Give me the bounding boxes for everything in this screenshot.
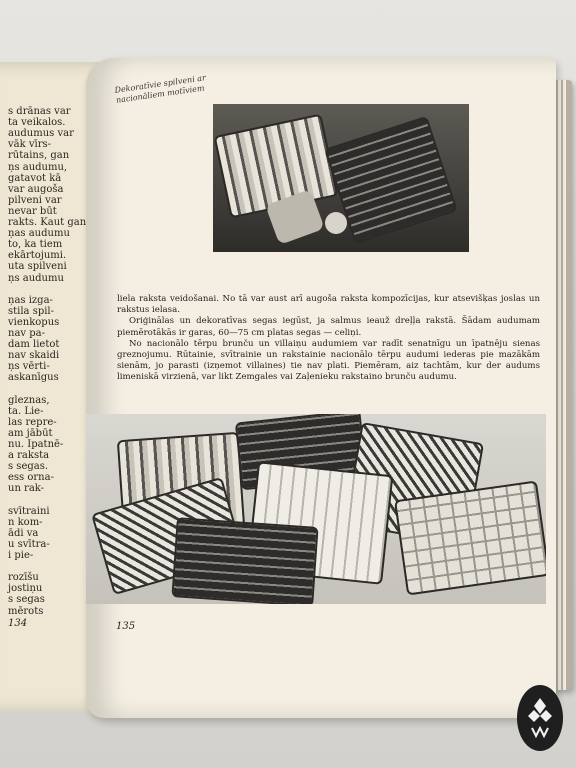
photo-pillows-bottom (86, 414, 546, 604)
left-page-line: vienkopus (8, 316, 60, 328)
yarn-ball (325, 212, 347, 234)
left-page-line: ņas audumu (8, 228, 70, 240)
left-page-line: uta spilveni (8, 261, 67, 273)
left-page-line: ādi va (8, 527, 39, 539)
pillow-patterned-front (171, 517, 318, 604)
left-page-line: audumus var (8, 128, 74, 140)
photo-caption: Dekoratīvie spilveni ar nacionāliem motīviem (114, 73, 207, 105)
left-page-line: s drānas var (8, 106, 71, 117)
right-page-number: 135 (116, 621, 136, 632)
left-page-line: stila spil- (8, 305, 54, 317)
left-page-line: askanīgus (8, 372, 59, 384)
left-page-line: dam lietot (8, 339, 60, 351)
left-page-line: nav skaidi (8, 350, 60, 362)
left-page-line: un rak- (8, 483, 45, 495)
left-page-line: ņas izga- (8, 294, 53, 306)
left-page-line: jostiņu (8, 583, 43, 595)
right-page (86, 58, 556, 718)
left-page-line: ņs audumu, (8, 161, 68, 173)
left-page-line: rozīšu (8, 572, 39, 584)
left-page-line: pilveni var (8, 194, 62, 206)
left-page-line: ņs audumu (8, 272, 64, 284)
ornament-logo-icon (517, 685, 563, 751)
left-page-line: var augoša (8, 183, 64, 195)
left-page-line: rūtains, gan (8, 150, 70, 162)
left-page-line: s segas (8, 594, 45, 606)
pillow-grid-right (394, 480, 546, 595)
left-page-line: ņs vērti- (8, 361, 50, 373)
paragraph-3: No nacionālo tērpu brunču un villaiņu audumiem var radīt senatnīgu un īpatnēju sienas greznojumu. Rūtainie, svītrainie un rakstainie nacionālo tērpu audumi iederas pie mazākām sienām, jo parasti (izņemot villaines) tie nav plati. Piemēram, aiz tachtām, kur der audums limeniskā virzienā, var likt Zemgales vai Zaļenieku rakstaino brunču audumu. (117, 338, 540, 383)
left-page-line: to, ka tiem (8, 239, 63, 251)
left-page-line: gleznas, (8, 394, 50, 406)
body-text (117, 294, 540, 384)
left-page-line: ta veikalos. (8, 117, 66, 129)
paragraph-2: Oriģinālas un dekoratīvas segas iegūst, ja salmus ieauž dreļļa rakstā. Šādam audumam piemērotākās ir garas, 60—75 cm platas segas — celiņi. (117, 316, 540, 338)
left-page-line: s segas. (8, 461, 49, 473)
left-page-line: am jābūt (8, 427, 53, 439)
left-page-line: u svītra- (8, 538, 50, 550)
left-page-line: ess orna- (8, 472, 54, 484)
left-page-number: 134 (8, 618, 28, 629)
left-page-line: gatavot kā (8, 172, 62, 184)
left-page-line: ekārtojumi. (8, 250, 67, 262)
left-page-line: i pie- (8, 550, 34, 561)
photo-pillows-top (213, 104, 469, 252)
left-page-line: rakts. Kaut gan (8, 217, 87, 228)
paragraph-1: liela raksta veidošanai. No tā var aust arī augoša raksta kompozīcijas, kur atsevišķas joslas un rakstus ielasa. (117, 294, 540, 316)
left-page-line: mērots (8, 605, 44, 617)
left-page-line: n kom- (8, 516, 43, 528)
left-page-line: las repre- (8, 416, 57, 428)
left-page-line: svītraini (8, 505, 50, 517)
left-page-line: a raksta (8, 450, 50, 462)
left-page-line: nu. Ipatnē- (8, 439, 64, 450)
left-page-line: vāk vīrs- (8, 139, 51, 151)
left-page-line: nevar būt (8, 205, 57, 217)
left-page-line: ta. Lie- (8, 405, 44, 417)
left-page-line: nav pa- (8, 328, 45, 339)
